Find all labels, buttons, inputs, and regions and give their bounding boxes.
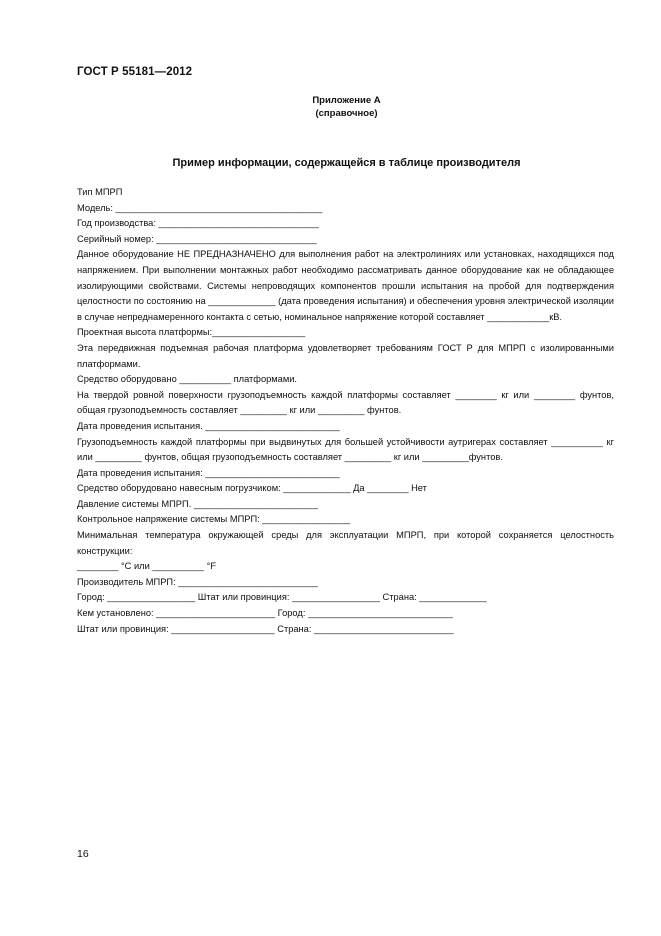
field-manufacturer: Производитель МПРП: ___________________________ [77, 576, 318, 587]
document-body [77, 185, 614, 637]
appendix-heading [0, 94, 661, 120]
appendix-subtitle: (справочное) [315, 108, 378, 119]
field-serial: Серийный номер: _______________________________ [77, 233, 317, 244]
field-loader: Средство оборудовано навесным погрузчиком: _____________ Да ________ Нет [77, 483, 427, 494]
field-temperature: ________ °C или __________ °F [77, 561, 217, 572]
paragraph-insulation-warning: Данное оборудование НЕ ПРЕДНАЗНАЧЕНО для выполнения работ на электролиниях или установках, находящихся под напряжением. При выполнении монтажных работ необходимо рассматривать данное оборудование как не обладающее изолирующими свойствами. Системы непроводящих компонентов прошли испытания на пробой для подтверждения целостности по состоянию на _____________ (дата проведения испытания) и обеспечения уровня электрической изоляции в случае непреднамеренного контакта с сетью, номинальное напряжение которой составляет ____________кВ. [77, 249, 614, 322]
field-control-voltage: Контрольное напряжение системы МПРП: _________________ [77, 514, 351, 525]
document-standard-header: ГОСТ Р 55181—2012 [77, 66, 193, 78]
paragraph-capacity-outriggers: Грузоподъемность каждой платформы при выдвинутых для большей устойчивости аутригерах составляет __________ кг или _________ фунтов, общая грузоподъемность составляет _________ кг или _________фунтов. [77, 436, 614, 463]
field-test-date-2: Дата проведения испытания: __________________________ [77, 467, 340, 478]
field-installed-by: Кем установлено: _______________________ Город: ____________________________ [77, 608, 453, 619]
field-platform-height: Проектная высота платформы:__________________ [77, 327, 306, 338]
field-type: Тип МПРП [77, 187, 123, 197]
appendix-title: Приложение А [312, 95, 381, 106]
paragraph-capacity-level: На твердой ровной поверхности грузоподъемность каждой платформы составляет ________ кг или ________ фунтов, общая грузоподъемность составляет _________ кг или _________ фунтов. [77, 389, 614, 416]
page-number: 16 [77, 848, 89, 860]
field-year: Год производства: _______________________________ [77, 218, 319, 229]
section-title: Пример информации, содержащейся в таблице производителя [172, 157, 521, 169]
field-system-pressure: Давление системы МПРП. ________________________ [77, 498, 318, 509]
field-platform-count: Средство оборудовано __________ платформами. [77, 374, 298, 385]
field-model: Модель: ________________________________________ [77, 202, 323, 213]
paragraph-min-temperature: Минимальная температура окружающей среды для эксплуатации МПРП, при которой сохраняется целостность конструкции: [77, 530, 614, 556]
paragraph-compliance: Эта передвижная подъемная рабочая платформа удовлетворяет требованиям ГОСТ Р для МПРП с изолированными платформами. [77, 342, 614, 369]
field-test-date-1: Дата проведения испытания. __________________________ [77, 420, 340, 431]
field-location: Город: _________________ Штат или провинция: _________________ Страна: _____________ [77, 592, 487, 603]
field-state-country: Штат или провинция: ____________________ Страна: ___________________________ [77, 623, 454, 634]
